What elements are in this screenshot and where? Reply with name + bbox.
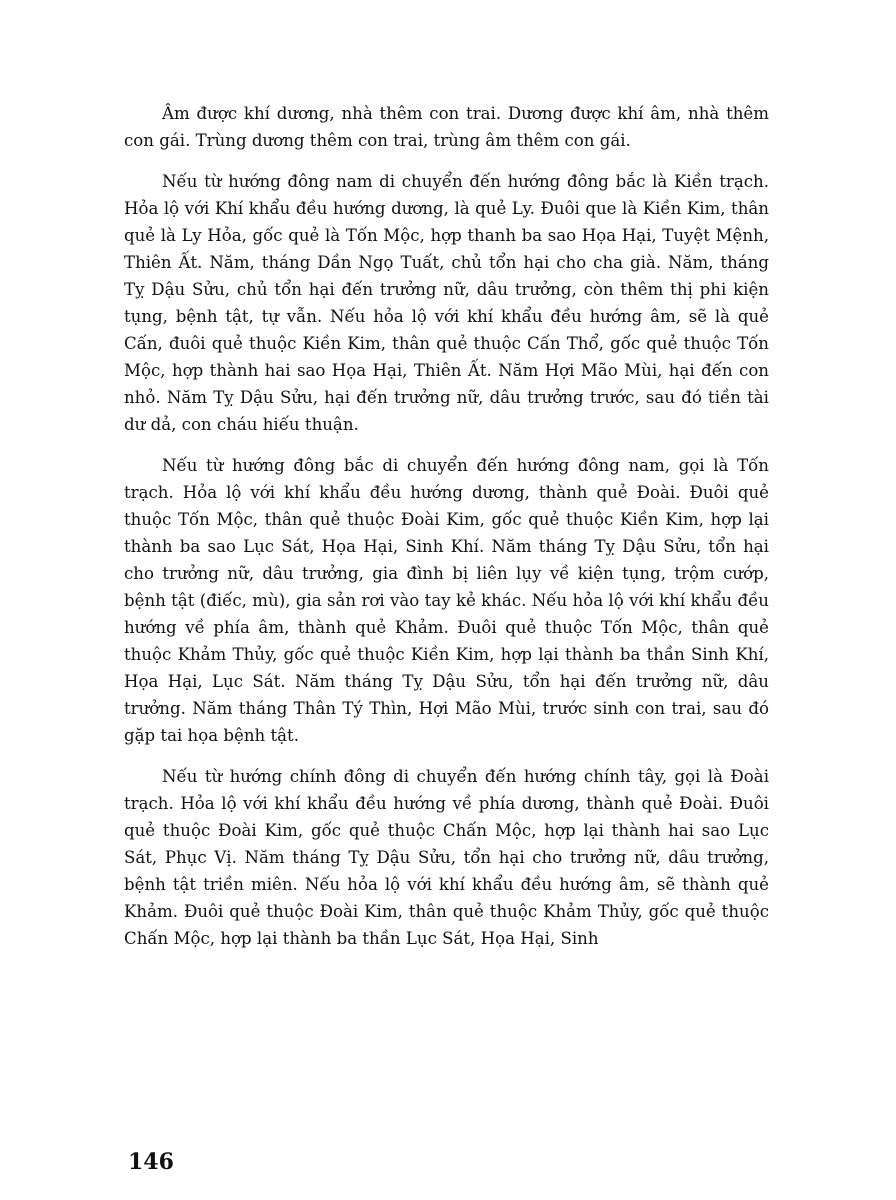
body-text <box>124 100 769 952</box>
paragraph-2: Nếu từ hướng đông nam di chuyển đến hướng đông bắc là Kiền trạch. Hỏa lộ với Khí khẩu đều hướng dương, là quẻ Ly. Đuôi que là Kiền Kim, thân quẻ là Ly Hỏa, gốc quẻ là Tốn Mộc, hợp thanh ba sao Họa Hại, Tuyệt Mệnh, Thiên Ất. Năm, tháng Dần Ngọ Tuất, chủ tổn hại cho cha già. Năm, tháng Tỵ Dậu Sửu, chủ tổn hại đến trưởng nữ, dâu trưởng, còn thêm thị phi kiện tụng, bệnh tật, tự vẫn. Nếu hỏa lộ với khí khẩu đều hướng âm, sẽ là quẻ Cấn, đuôi quẻ thuộc Kiền Kim, thân quẻ thuộc Cấn Thổ, gốc quẻ thuộc Tốn Mộc, hợp thành hai sao Họa Hại, Thiên Ất. Năm Hợi Mão Mùi, hại đến con nhỏ. Năm Tỵ Dậu Sửu, hại đến trưởng nữ, dâu trưởng trước, sau đó tiền tài dư dả, con cháu hiếu thuận. <box>124 172 769 434</box>
paragraph-1: Âm được khí dương, nhà thêm con trai. Dương được khí âm, nhà thêm con gái. Trùng dương thêm con trai, trùng âm thêm con gái. <box>124 104 769 150</box>
paragraph-3: Nếu từ hướng đông bắc di chuyển đến hướng đông nam, gọi là Tốn trạch. Hỏa lộ với khí khẩu đều hướng dương, thành quẻ Đoài. Đuôi quẻ thuộc Tốn Mộc, thân quẻ thuộc Đoài Kim, gốc quẻ thuộc Kiền Kim, hợp lại thành ba sao Lục Sát, Họa Hại, Sinh Khí. Năm tháng Tỵ Dậu Sửu, tổn hại cho trưởng nữ, dâu trưởng, gia đình bị liên lụy về kiện tụng, trộm cướp, bệnh tật (điếc, mù), gia sản rơi vào tay kẻ khác. Nếu hỏa lộ với khí khẩu đều hướng về phía âm, thành quẻ Khảm. Đuôi quẻ thuộc Tốn Mộc, thân quẻ thuộc Khảm Thủy, gốc quẻ thuộc Kiền Kim, hợp lại thành ba thần Sinh Khí, Họa Hại, Lục Sát. Năm tháng Tỵ Dậu Sửu, tổn hại đến trưởng nữ, dâu trưởng. Năm tháng Thân Tý Thìn, Hợi Mão Mùi, trước sinh con trai, sau đó gặp tai họa bệnh tật. <box>124 456 769 745</box>
paragraph-4: Nếu từ hướng chính đông di chuyển đến hướng chính tây, gọi là Đoài trạch. Hỏa lộ với khí khẩu đều hướng về phía dương, thành quẻ Đoài. Đuôi quẻ thuộc Đoài Kim, gốc quẻ thuộc Chấn Mộc, hợp lại thành hai sao Lục Sát, Phục Vị. Năm tháng Tỵ Dậu Sửu, tổn hại cho trưởng nữ, dâu trưởng, bệnh tật triền miên. Nếu hỏa lộ với khí khẩu đều hướng âm, sẽ thành quẻ Khảm. Đuôi quẻ thuộc Đoài Kim, thân quẻ thuộc Khảm Thủy, gốc quẻ thuộc Chấn Mộc, hợp lại thành ba thần Lục Sát, Họa Hại, Sinh <box>124 767 769 948</box>
page-number: 146 <box>128 1149 174 1175</box>
